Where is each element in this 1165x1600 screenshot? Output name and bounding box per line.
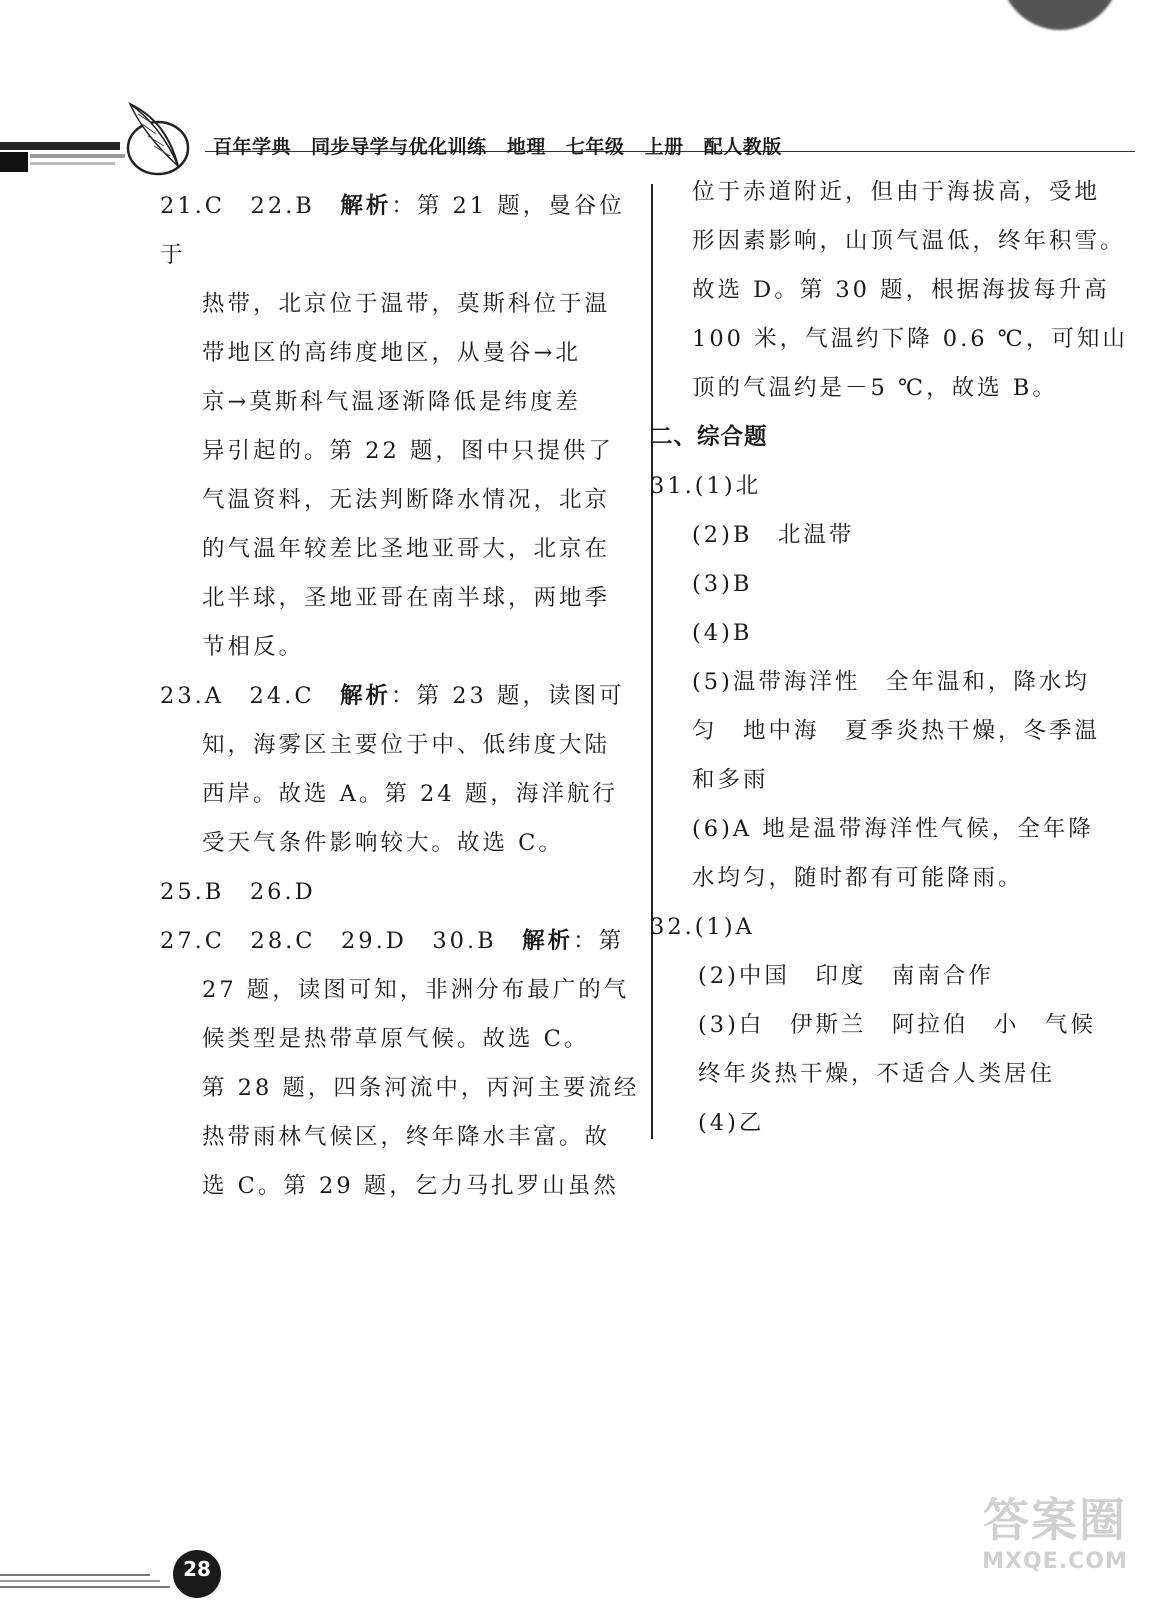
analysis-text: ：第 23 题，读图可 bbox=[391, 683, 625, 709]
answer-line: 京→莫斯科气温逐渐降低是纬度差 bbox=[202, 389, 581, 415]
left-answer-column bbox=[160, 182, 640, 1211]
analysis-label: 解析 bbox=[522, 928, 574, 954]
analysis-text: ：第 bbox=[573, 928, 625, 954]
answer-choices: 27.C 28.C 29.D 30.B bbox=[160, 928, 523, 954]
right-answer-column bbox=[650, 168, 1130, 1148]
answer-line: 31.(1)北 bbox=[650, 473, 762, 499]
corner-decoration bbox=[1000, 0, 1120, 30]
answer-choices: 23.A 24.C bbox=[160, 683, 341, 709]
answer-line-start bbox=[160, 672, 640, 721]
footer-decoration-lines bbox=[0, 1572, 170, 1592]
edition-label: 配人教版 bbox=[703, 136, 782, 158]
answer-line: 节相反。 bbox=[202, 634, 305, 660]
answer-line: 带地区的高纬度地区，从曼谷→北 bbox=[202, 340, 581, 366]
answer-line: 和多雨 bbox=[692, 767, 769, 793]
answer-line: (4)B bbox=[692, 620, 753, 646]
answer-line: 受天气条件影响较大。故选 C。 bbox=[202, 830, 564, 856]
answer-line: 候类型是热带草原气候。故选 C。 bbox=[202, 1026, 590, 1052]
answer-line: 32.(1)A bbox=[650, 914, 755, 940]
answer-line: 的气温年较差比圣地亚哥大，北京在 bbox=[202, 536, 611, 562]
watermark-text: 答案圈 bbox=[983, 1493, 1127, 1547]
answer-line: 第 28 题，四条河流中，丙河主要流经 bbox=[202, 1075, 640, 1101]
answer-line-start bbox=[160, 182, 640, 280]
answer-line: 100 米，气温约下降 0.6 ℃，可知山 bbox=[692, 326, 1128, 352]
answer-line: 终年炎热干燥，不适合人类居住 bbox=[698, 1061, 1056, 1087]
answer-line: 形因素影响，山顶气温低，终年积雪。 bbox=[692, 228, 1126, 254]
watermark-logo bbox=[960, 1492, 1150, 1592]
answer-line: 知，海雾区主要位于中、低纬度大陆 bbox=[202, 732, 611, 758]
subject-name: 地理 bbox=[506, 136, 546, 158]
page-number: 28 bbox=[173, 1550, 221, 1598]
header-decoration-bars bbox=[0, 132, 135, 172]
answer-line: (2)B 北温带 bbox=[692, 522, 855, 548]
answer-line: 匀 地中海 夏季炎热干燥，冬季温 bbox=[692, 718, 1101, 744]
answer-line-start bbox=[160, 868, 640, 917]
answer-line: 故选 D。第 30 题，根据海拔每升高 bbox=[692, 277, 1110, 303]
answer-choices: 25.B 26.D bbox=[160, 879, 316, 905]
header-title bbox=[213, 132, 795, 159]
answer-line: 西岸。故选 A。第 24 题，海洋航行 bbox=[202, 781, 618, 807]
answer-line: 选 C。第 29 题，乞力马扎罗山虽然 bbox=[202, 1173, 619, 1199]
answer-choices: 21.C 22.B bbox=[160, 193, 341, 219]
answer-line: 27 题，读图可知，非洲分布最广的气 bbox=[202, 977, 630, 1003]
analysis-label: 解析 bbox=[340, 193, 392, 219]
series-name: 同步导学与优化训练 bbox=[311, 136, 487, 158]
answer-line: 顶的气温约是－5 ℃，故选 B。 bbox=[692, 375, 1058, 401]
volume-label: 上册 bbox=[644, 136, 684, 158]
answer-line: 位于赤道附近，但由于海拔高，受地 bbox=[692, 179, 1101, 205]
answer-line: 异引起的。第 22 题，图中只提供了 bbox=[202, 438, 614, 464]
answer-line: 北半球，圣地亚哥在南半球，两地季 bbox=[202, 585, 611, 611]
brand-name: 百年学典 bbox=[213, 136, 292, 158]
answer-line-start bbox=[160, 917, 640, 966]
answer-line: (4)乙 bbox=[698, 1110, 765, 1136]
analysis-text: ：第 21 题，曼谷位于 bbox=[160, 193, 625, 268]
grade-label: 七年级 bbox=[565, 136, 625, 158]
answer-line: (3)白 伊斯兰 阿拉伯 小 气候 bbox=[698, 1012, 1096, 1038]
analysis-label: 解析 bbox=[340, 683, 392, 709]
answer-line: 热带雨林气候区，终年降水丰富。故 bbox=[202, 1124, 611, 1150]
watermark-url: MXQE.COM bbox=[982, 1549, 1128, 1574]
quill-pen-icon bbox=[120, 96, 210, 176]
answer-line: (5)温带海洋性 全年温和，降水均 bbox=[692, 669, 1090, 695]
answer-line: (6)A 地是温带海洋性气候，全年降 bbox=[692, 816, 1094, 842]
answer-line: (3)B bbox=[692, 571, 753, 597]
answer-line: 气温资料，无法判断降水情况，北京 bbox=[202, 487, 611, 513]
section-heading: 二、综合题 bbox=[650, 424, 768, 450]
answer-line: 水均匀，随时都有可能降雨。 bbox=[692, 865, 1024, 891]
answer-line: (2)中国 印度 南南合作 bbox=[698, 963, 994, 989]
answer-line: 热带，北京位于温带，莫斯科位于温 bbox=[202, 291, 611, 317]
